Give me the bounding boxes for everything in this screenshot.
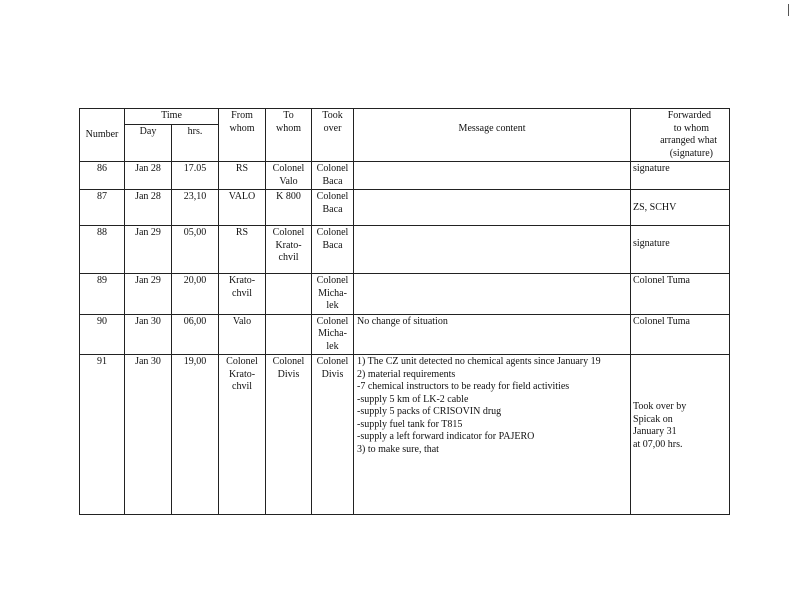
row-from: VALO	[219, 190, 266, 226]
table-row	[80, 190, 730, 226]
row-hrs: 06,00	[172, 314, 219, 355]
row-day: Jan 29	[125, 226, 172, 274]
header-number: Number	[80, 109, 125, 162]
row-number: 91	[80, 355, 125, 515]
row-hrs: 20,00	[172, 274, 219, 315]
row-message: No change of situation	[354, 314, 631, 355]
message-line: 3) to make sure, that	[357, 443, 439, 455]
row-message	[354, 274, 631, 315]
row-number: 90	[80, 314, 125, 355]
row-forwarded: ZS, SCHV	[631, 190, 730, 226]
row-to: Colonel Valo	[266, 162, 312, 190]
row-forwarded: signature	[631, 226, 730, 274]
message-line: -supply fuel tank for T815	[357, 418, 463, 430]
row-hrs: 17.05	[172, 162, 219, 190]
row-day: Jan 29	[125, 274, 172, 315]
row-message	[354, 190, 631, 226]
header-to-whom: To whom	[266, 109, 312, 162]
header-forwarded: Forwarded to whom arranged what (signature)	[631, 109, 730, 162]
message-line: 2) material requirements	[357, 368, 456, 380]
table-row	[80, 226, 730, 274]
table-row	[80, 314, 730, 355]
row-to: Colonel Divis	[266, 355, 312, 515]
row-to: K 800	[266, 190, 312, 226]
table-row	[80, 274, 730, 315]
row-number: 87	[80, 190, 125, 226]
row-forwarded: signature	[631, 162, 730, 190]
message-line: -7 chemical instructors to be ready for field activities	[357, 381, 570, 392]
row-hrs: 05,00	[172, 226, 219, 274]
message-log-table	[79, 108, 730, 515]
row-from: RS	[219, 226, 266, 274]
table-row	[80, 162, 730, 190]
row-from: RS	[219, 162, 266, 190]
row-message	[354, 226, 631, 274]
row-forwarded: Colonel Tuma	[631, 314, 730, 355]
row-from: Valo	[219, 314, 266, 355]
row-to: Colonel Krato- chvil	[266, 226, 312, 274]
row-from: Colonel Krato- chvil	[219, 355, 266, 515]
header-day: Day	[125, 124, 172, 161]
row-took-over: Colonel Divis	[312, 355, 354, 515]
row-day: Jan 28	[125, 190, 172, 226]
message-line: 1) The CZ unit detected no chemical agents since January 19	[357, 356, 601, 367]
row-from: Krato- chvil	[219, 274, 266, 315]
row-message	[354, 162, 631, 190]
row-day: Jan 30	[125, 314, 172, 355]
row-number: 86	[80, 162, 125, 190]
row-forwarded: Took over by Spicak on January 31 at 07,00 hrs.	[631, 355, 730, 515]
message-line: -supply a left forward indicator for PAJERO	[357, 431, 535, 442]
header-message-content: Message content	[354, 109, 631, 162]
row-day: Jan 30	[125, 355, 172, 515]
header-took-over: Took over	[312, 109, 354, 162]
header-from-whom: From whom	[219, 109, 266, 162]
row-took-over: Colonel Baca	[312, 162, 354, 190]
scan-edge-mark	[788, 4, 789, 16]
header-row-1	[80, 109, 730, 125]
table-row	[80, 355, 730, 515]
row-hrs: 19,00	[172, 355, 219, 515]
header-time: Time	[125, 109, 219, 125]
row-day: Jan 28	[125, 162, 172, 190]
row-took-over: Colonel Baca	[312, 226, 354, 274]
message-line: -supply 5 km of LK-2 cable	[357, 393, 469, 405]
row-to	[266, 314, 312, 355]
row-took-over: Colonel Micha-lek	[312, 314, 354, 355]
message-line: -supply 5 packs of CRISOVIN drug	[357, 406, 502, 417]
row-took-over: Colonel Micha-lek	[312, 274, 354, 315]
row-number: 89	[80, 274, 125, 315]
header-hrs: hrs.	[172, 124, 219, 161]
row-to	[266, 274, 312, 315]
row-number: 88	[80, 226, 125, 274]
row-message	[354, 355, 631, 515]
row-forwarded: Colonel Tuma	[631, 274, 730, 315]
row-hrs: 23,10	[172, 190, 219, 226]
row-took-over: Colonel Baca	[312, 190, 354, 226]
